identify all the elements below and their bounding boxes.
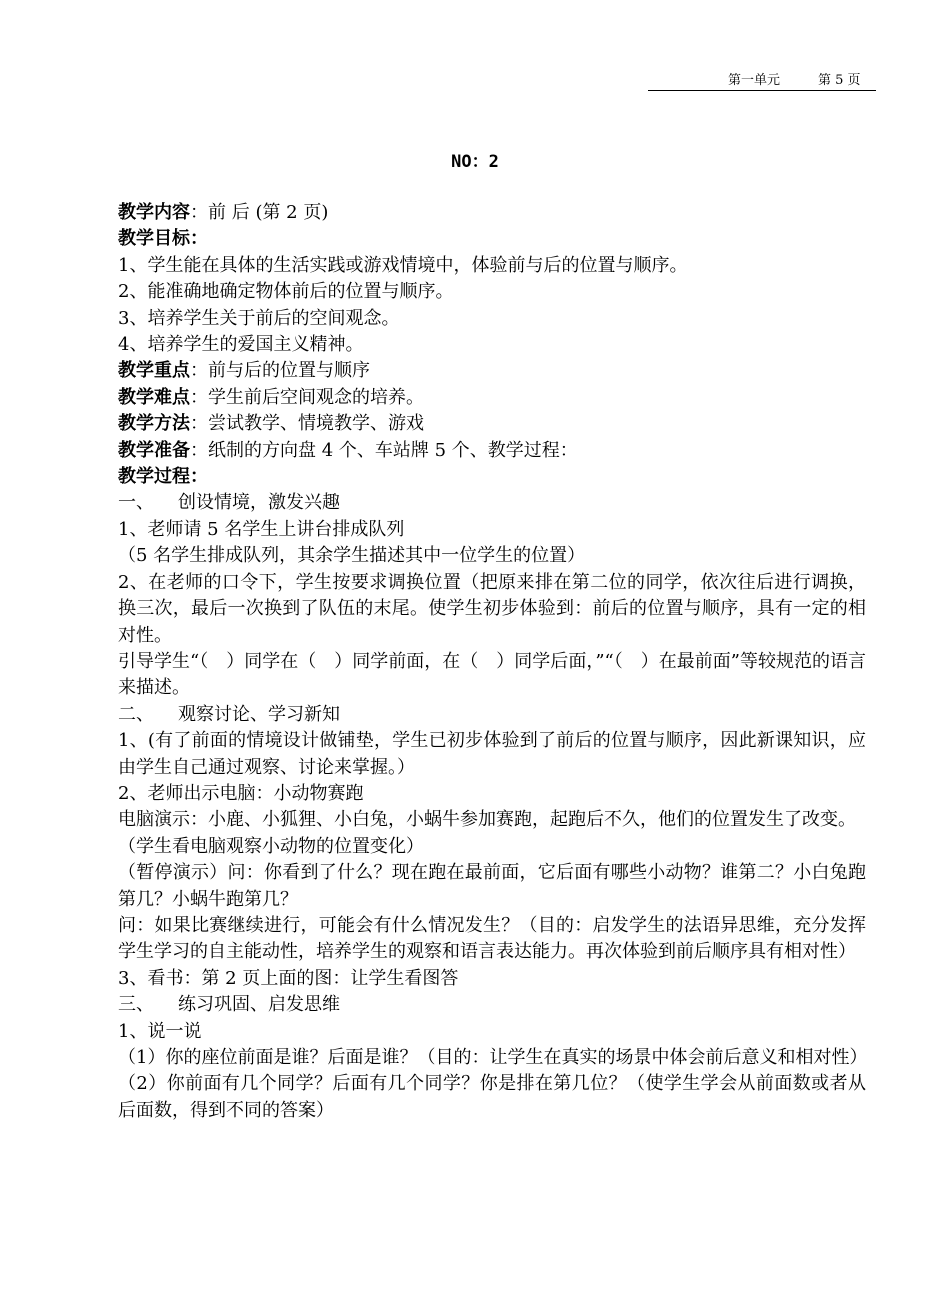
- paragraph: 1、(有了前面的情境设计做铺垫，学生已初步体验到了前后的位置与顺序，因此新课知识，应由学生自己通过观察、讨论来掌握。）: [118, 730, 866, 778]
- section-title: 创设情境，激发兴趣: [178, 492, 340, 514]
- paragraph: （2）你前面有几个同学？后面有几个同学？你是排在第几位？（使学生学会从前面数或者从后面数，得到不同的答案）: [118, 1073, 866, 1121]
- page-header: [648, 72, 876, 91]
- preparation-value: ：纸制的方向盘 4 个、车站牌 5 个、教学过程：: [190, 439, 578, 461]
- section-number: 三、: [118, 994, 154, 1016]
- paragraph: 3、看书：第 2 页上面的图：让学生看图答: [118, 967, 459, 989]
- section-title: 观察讨论、学习新知: [178, 703, 340, 725]
- key-point-value: ：前与后的位置与顺序: [190, 360, 370, 382]
- section-heading: [118, 702, 866, 728]
- section-heading: [118, 992, 866, 1018]
- paragraph: 1、说一说: [118, 1020, 202, 1042]
- process-label: 教学过程：: [118, 466, 208, 488]
- header-unit: 第一单元: [728, 73, 781, 88]
- lesson-number-title: NO：2: [451, 152, 499, 172]
- teaching-content-line: [118, 200, 866, 226]
- difficulty-label: 教学难点: [118, 386, 190, 408]
- section-number: 一、: [118, 492, 154, 514]
- key-point-line: [118, 358, 866, 384]
- paragraph: （1）你的座位前面是谁？后面是谁？（目的：让学生在真实的场景中体会前后意义和相对性）: [118, 1047, 868, 1068]
- paragraph: 电脑演示：小鹿、小狐狸、小白兔，小蜗牛参加赛跑，起跑后不久，他们的位置发生了改变。: [118, 809, 856, 831]
- method-label: 教学方法: [118, 413, 190, 435]
- lesson-plan-body: [118, 200, 866, 1124]
- paragraph: 问：如果比赛继续进行，可能会有什么情况发生？（目的：启发学生的法语异思维，充分发挥学生学习的自主能动性，培养学生的观察和语言表达能力。再次体验到前后顺序具有相对性）: [118, 914, 866, 963]
- difficulty-value: ：学生前后空间观念的培养。: [190, 386, 424, 408]
- method-value: ：尝试教学、情境教学、游戏: [190, 413, 424, 435]
- paragraph: 1、老师请 5 名学生上讲台排成队列: [118, 518, 405, 540]
- goal-item: 2、能准确地确定物体前后的位置与顺序。: [118, 281, 454, 303]
- paragraph: 2、在老师的口令下，学生按要求调换位置（把原来排在第二位的同学，依次往后进行调换，换三次，最后一次换到了队伍的末尾。使学生初步体验到：前后的位置与顺序，具有一定的相对性。: [118, 571, 866, 646]
- paragraph: （学生看电脑观察小动物的位置变化）: [118, 835, 424, 857]
- key-point-label: 教学重点: [118, 360, 190, 382]
- section-title: 练习巩固、启发思维: [178, 994, 340, 1016]
- paragraph: 2、老师出示电脑：小动物赛跑: [118, 782, 364, 804]
- teaching-content-label: 教学内容: [118, 202, 190, 223]
- teaching-content-value: ：前 后 (第 2 页): [190, 202, 329, 223]
- teaching-goals-label: 教学目标：: [118, 228, 208, 250]
- goal-item: 3、培养学生关于前后的空间观念。: [118, 307, 400, 329]
- paragraph: 引导学生“（ ）同学在（ ）同学前面，在（ ）同学后面，”“（ ）在最前面”等较规范的语言来描述。: [118, 650, 866, 699]
- difficulty-line: [118, 385, 866, 411]
- paragraph: （暂停演示）问：你看到了什么？现在跑在最前面，它后面有哪些小动物？谁第二？小白兔跑第几？小蜗牛跑第几？: [118, 862, 866, 910]
- method-line: [118, 411, 866, 437]
- section-number: 二、: [118, 703, 154, 725]
- preparation-line: [118, 438, 866, 464]
- preparation-label: 教学准备: [118, 439, 190, 461]
- section-heading: [118, 490, 866, 516]
- header-page-number: 第 5 页: [818, 73, 861, 88]
- paragraph: （5 名学生排成队列，其余学生描述其中一位学生的位置）: [118, 545, 586, 567]
- goal-item: 1、学生能在具体的生活实践或游戏情境中，体验前与后的位置与顺序。: [118, 254, 688, 276]
- goal-item: 4、培养学生的爱国主义精神。: [118, 334, 364, 356]
